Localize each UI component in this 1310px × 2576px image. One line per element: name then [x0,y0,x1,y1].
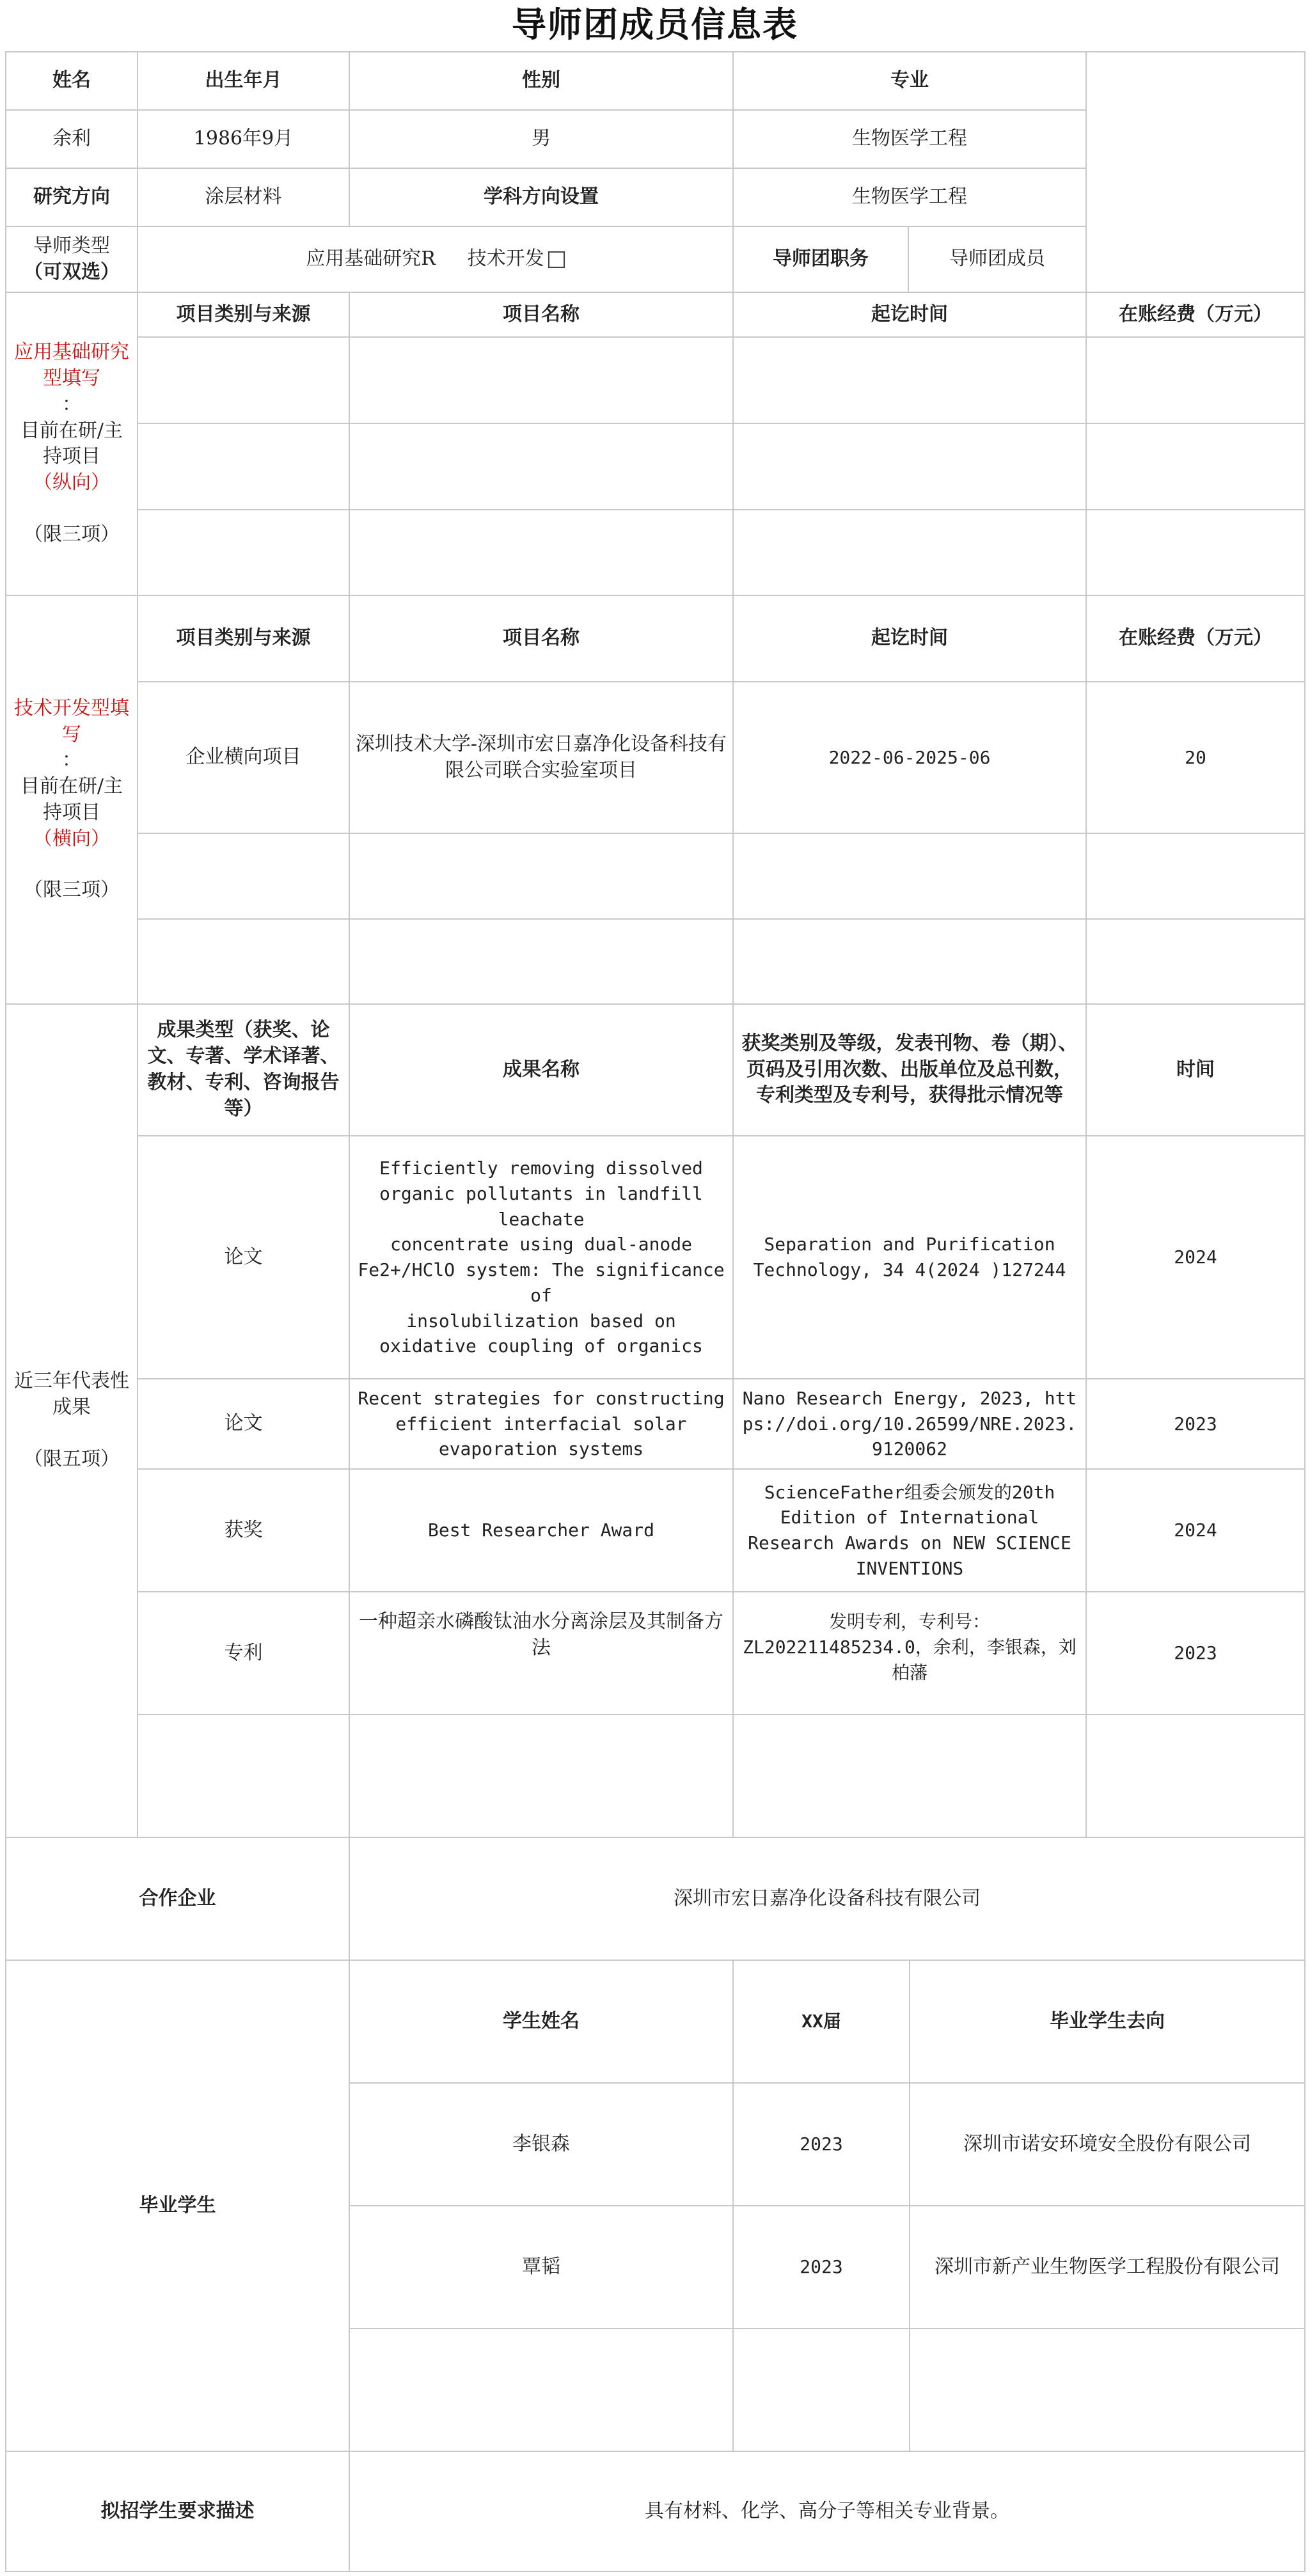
partner-label: 合作企业 [5,1837,350,1961]
requirements-value: 具有材料、化学、高分子等相关专业背景。 [349,2451,1306,2572]
col-period: 起讫时间 [732,595,1087,682]
requirements-label: 拟招学生要求描述 [5,2451,350,2572]
basic-research-section-label: 应用基础研究型填写 ： 目前在研/主持项目 （纵向） （限三项） [5,292,138,596]
achievement-type: 论文 [137,1135,350,1379]
birth-value: 1986年9月 [137,109,350,169]
table-cell [732,1714,1087,1838]
achievement-type: 获奖 [137,1468,350,1592]
gender-value: 男 [349,109,734,169]
major-value: 生物医学工程 [732,109,1087,169]
tech-dev-subtitle: 目前在研/主持项目 [20,775,123,824]
table-cell [732,509,1087,596]
mentor-type-label [5,226,138,293]
table-cell [137,918,350,1005]
achievement-name: Efficiently removing dissolved organic pollutants in landfill leachate concentrate using dual-anode Fe2+/HClO system: The significance of insolubilization based on oxidative coupling of organics [349,1135,734,1379]
table-cell [1085,1714,1306,1838]
tech-project-category: 企业横向项目 [137,681,350,834]
table-cell [1085,423,1306,510]
mentor-type-label-line1: 导师类型 [33,234,110,257]
research-direction-label: 研究方向 [5,168,138,227]
graduate-name: 李银森 [349,2082,734,2206]
achievement-time: 2024 [1085,1135,1306,1379]
table-cell [732,2328,910,2452]
achievement-detail: 发明专利，专利号：ZL202211485234.0，余利，李银森，刘柏藩 [732,1591,1087,1715]
table-cell [1085,336,1306,424]
col-funds: 在账经费（万元） [1085,595,1306,682]
achievement-name: Recent strategies for constructing efficient interfacial solar evaporation systems [349,1378,734,1470]
table-cell [1085,918,1306,1005]
table-cell [349,336,734,424]
subject-direction-value: 生物医学工程 [732,168,1087,227]
col-category: 项目类别与来源 [137,595,350,682]
birth-label: 出生年月 [137,51,350,111]
name-value: 余利 [5,109,138,169]
option-basic-research[interactable]: 应用基础研究R [306,247,436,271]
table-cell [137,423,350,510]
tech-project-period: 2022-06-2025-06 [732,681,1087,834]
graduate-class: 2023 [732,2082,910,2206]
col-destination: 毕业学生去向 [909,1959,1306,2084]
table-cell [349,509,734,596]
col-period: 起讫时间 [732,292,1087,338]
col-project-name: 项目名称 [349,292,734,338]
table-cell [732,833,1087,920]
major-label: 专业 [732,51,1087,111]
mentor-role-label: 导师团职务 [732,226,909,293]
table-cell [732,918,1087,1005]
mentor-type-label-line2: （可双选） [24,260,120,283]
col-category: 项目类别与来源 [137,292,350,338]
table-cell [349,1714,734,1838]
achievement-detail: Nano Research Energy, 2023, https://doi.org/10.26599/NRE.2023.9120062 [732,1378,1087,1470]
basic-research-subtitle: 目前在研/主持项目 [20,419,123,468]
col-project-name: 项目名称 [349,595,734,682]
table-cell [349,833,734,920]
mentor-type-options [137,226,734,293]
mentor-role-value: 导师团成员 [908,226,1087,293]
achievement-name: Best Researcher Award [349,1468,734,1592]
table-cell [137,833,350,920]
table-cell [349,2328,734,2452]
achievement-detail: Separation and Purification Technology, 34 4(2024 )127244 [732,1135,1087,1379]
basic-research-title: 应用基础研究型填写 [14,341,129,389]
table-cell [137,336,350,424]
graduate-destination: 深圳市诺安环境安全股份有限公司 [909,2082,1306,2206]
achievement-type: 专利 [137,1591,350,1715]
graduate-class: 2023 [732,2205,910,2329]
achievement-time: 2024 [1085,1468,1306,1592]
research-direction-value: 涂层材料 [137,168,350,227]
checkbox-unchecked-icon[interactable] [548,251,565,268]
gender-label: 性别 [349,51,734,111]
graduates-label: 毕业学生 [5,1959,350,2452]
col-class-year: XX届 [732,1959,910,2084]
table-cell [732,336,1087,424]
option-tech-development[interactable]: 技术开发 [467,247,544,271]
col-achievement-type: 成果类型（获奖、论文、专著、学术译著、教材、专利、咨询报告等） [137,1003,350,1136]
col-funds: 在账经费（万元） [1085,292,1306,338]
achievement-time: 2023 [1085,1591,1306,1715]
col-achievement-detail: 获奖类别及等级，发表刊物、卷（期）、页码及引用次数、出版单位及总刊数，专利类型及专利号，获得批示情况等 [732,1003,1087,1136]
achievements-title: 近三年代表性成果 [14,1370,129,1419]
table-cell [1085,833,1306,920]
tech-project-funds: 20 [1085,681,1306,834]
tech-dev-limit: （限三项） [24,879,120,902]
achievement-time: 2023 [1085,1378,1306,1470]
subject-direction-label: 学科方向设置 [349,168,734,227]
photo-cell [1085,51,1306,293]
graduate-destination: 深圳市新产业生物医学工程股份有限公司 [909,2205,1306,2329]
tech-dev-title: 技术开发型填写 [14,696,129,746]
table-cell [349,918,734,1005]
col-student-name: 学生姓名 [349,1959,734,2084]
table-cell [349,423,734,510]
tech-project-name: 深圳技术大学-深圳市宏日嘉净化设备科技有限公司联合实验室项目 [349,681,734,834]
table-cell [137,1714,350,1838]
table-cell [1085,509,1306,596]
achievements-limit: （限五项） [24,1447,120,1470]
achievement-detail: ScienceFather组委会颁发的20th Edition of International Research Awards on NEW SCIENCE INVENTIONS [732,1468,1087,1592]
achievement-name: 一种超亲水磷酸钛油水分离涂层及其制备方法 [349,1591,734,1715]
col-achievement-time: 时间 [1085,1003,1306,1136]
tech-dev-section-label: 技术开发型填写 ： 目前在研/主持项目 （横向） （限三项） [5,595,138,1005]
name-label: 姓名 [5,51,138,111]
table-cell [732,423,1087,510]
col-achievement-name: 成果名称 [349,1003,734,1136]
table-cell [909,2328,1306,2452]
partner-value: 深圳市宏日嘉净化设备科技有限公司 [349,1837,1306,1961]
achievement-type: 论文 [137,1378,350,1470]
achievements-section-label [5,1003,138,1838]
page-title: 导师团成员信息表 [512,4,798,45]
table-cell [137,509,350,596]
graduate-name: 覃韬 [349,2205,734,2329]
basic-research-limit: （限三项） [24,522,120,546]
